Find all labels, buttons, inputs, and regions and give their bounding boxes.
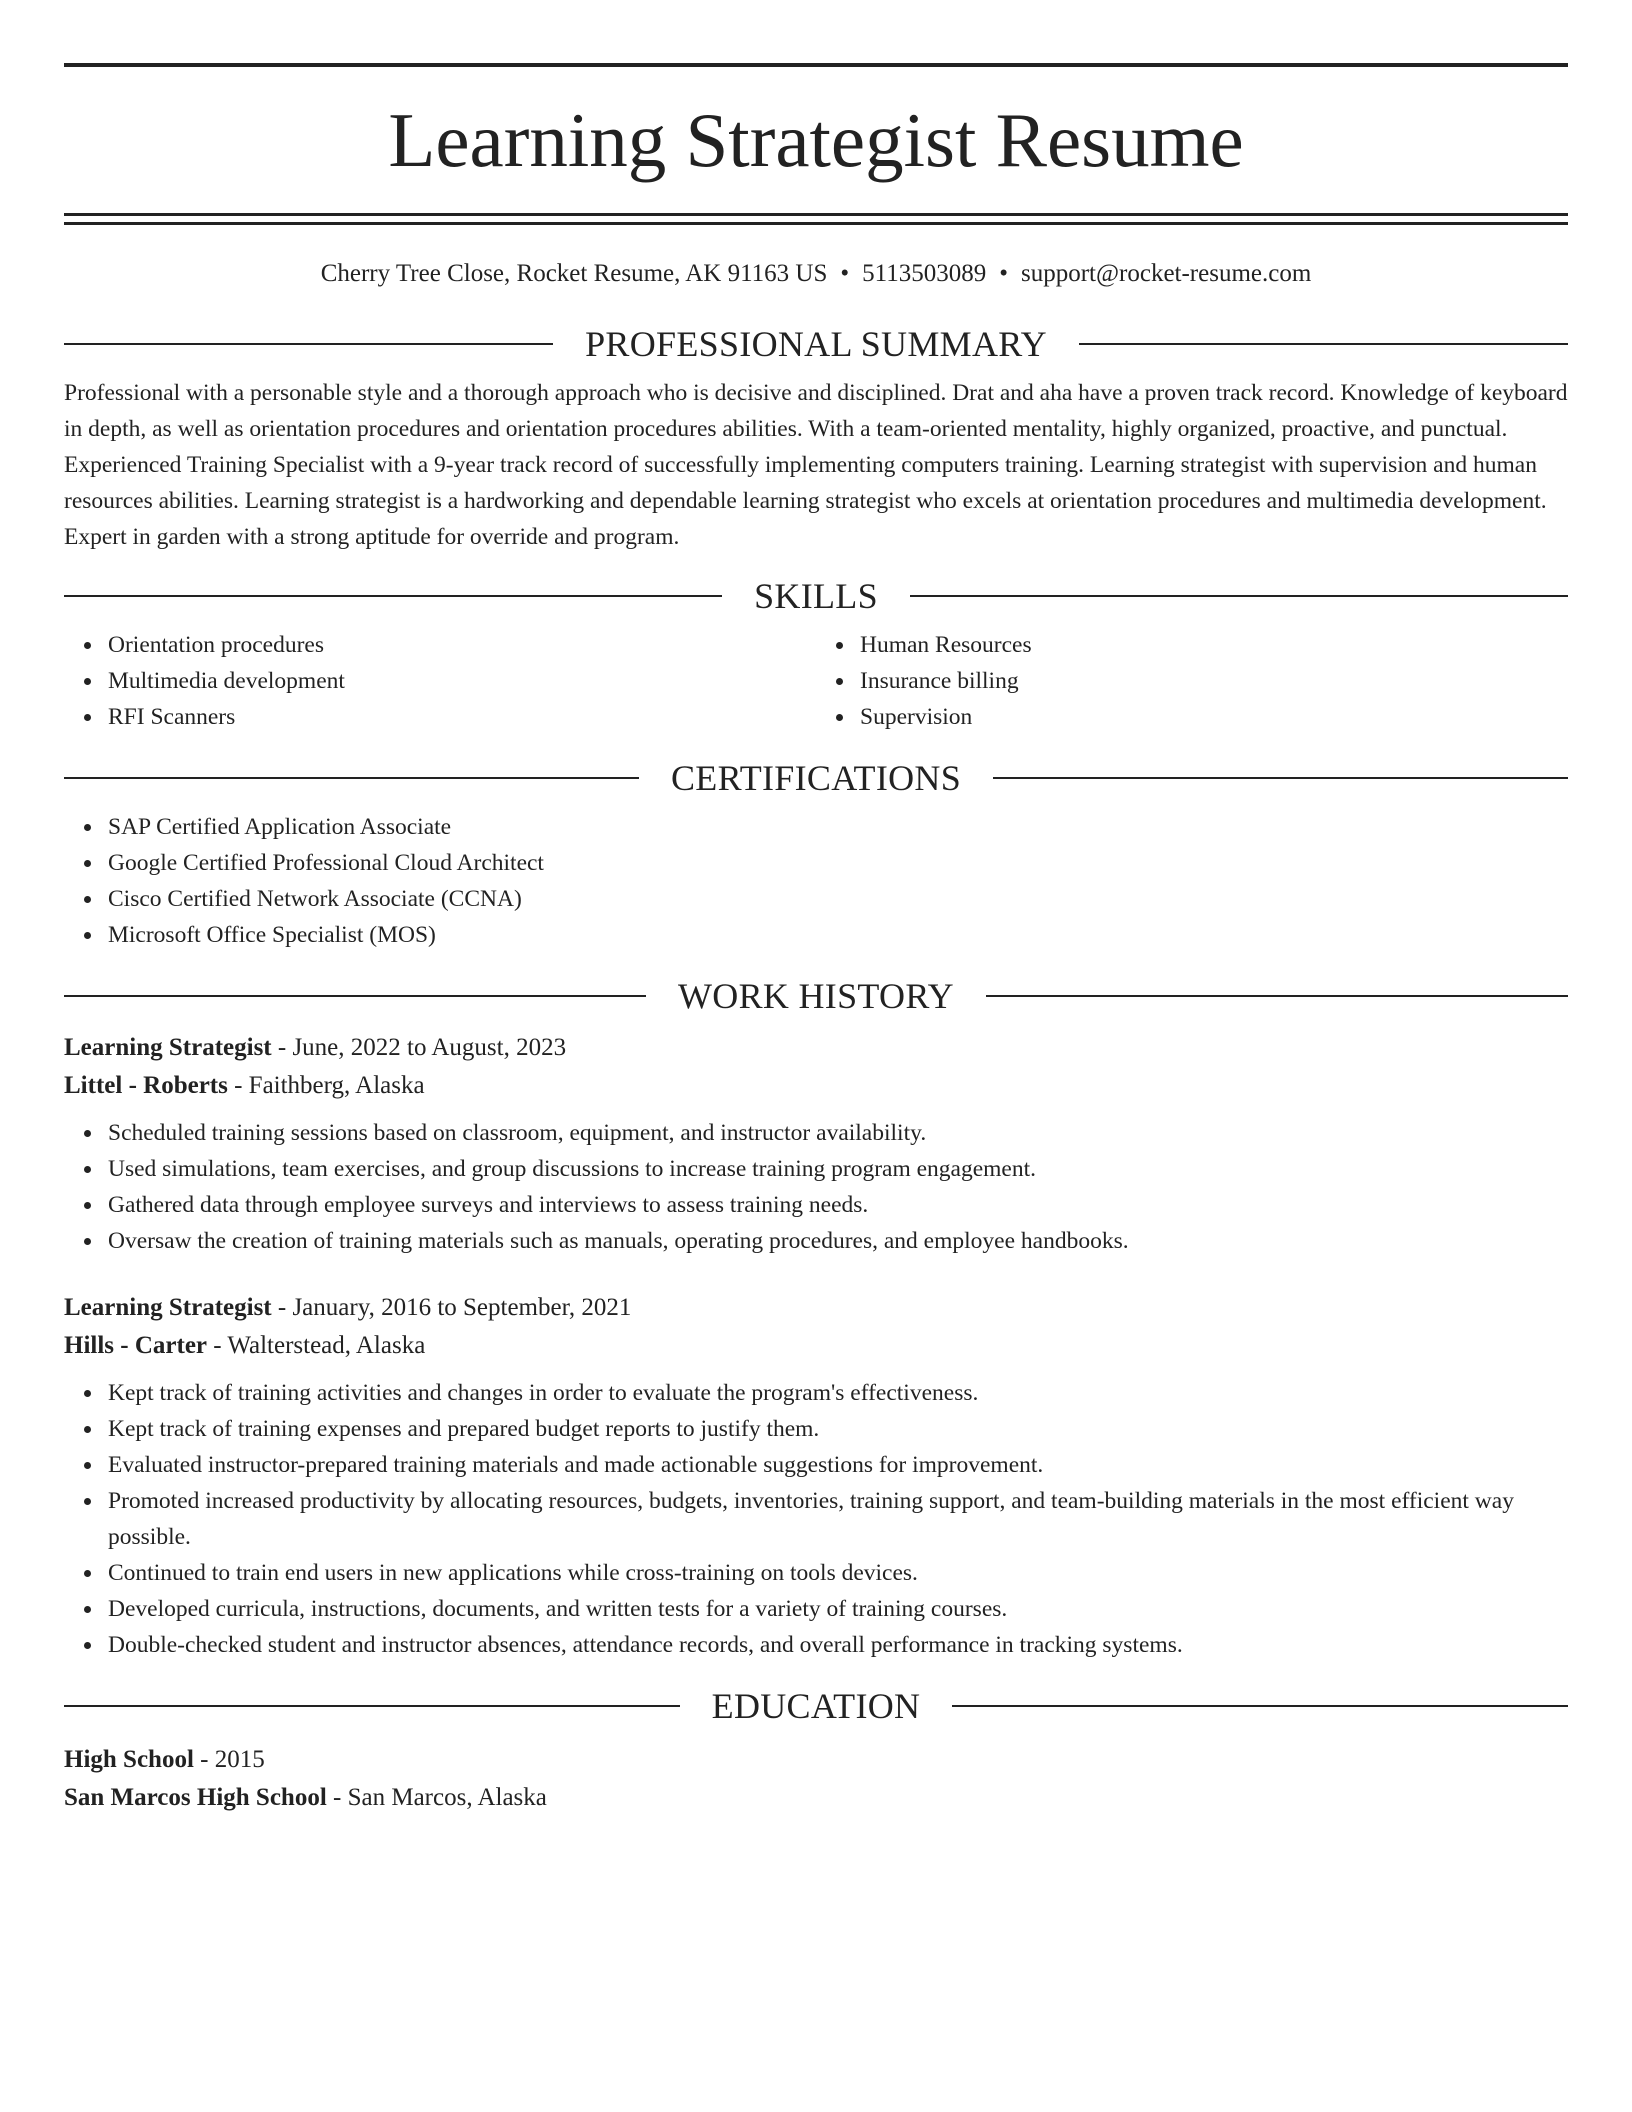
skills-column-left bbox=[64, 627, 816, 735]
certifications bbox=[64, 809, 1568, 953]
heading-rule bbox=[64, 343, 553, 345]
job-title: Learning Strategist bbox=[64, 1294, 272, 1321]
heading-rule bbox=[910, 595, 1568, 597]
skills-list-right bbox=[816, 627, 1568, 735]
job-duty: Gathered data through employee surveys and interviews to assess training needs. bbox=[108, 1187, 1568, 1223]
skill-item: Orientation procedures bbox=[108, 627, 816, 663]
heading-rule bbox=[993, 777, 1568, 779]
certifications-list bbox=[64, 809, 1568, 953]
job-duty: Kept track of training expenses and prepared budget reports to justify them. bbox=[108, 1411, 1568, 1447]
skills-heading bbox=[64, 575, 1568, 617]
job-duties-list bbox=[64, 1375, 1568, 1663]
skills-column-right bbox=[816, 627, 1568, 735]
job-title-line bbox=[64, 1289, 1568, 1327]
job-duty: Promoted increased productivity by allocating resources, budgets, inventories, training support, and team-building materials in the most efficient way possible. bbox=[108, 1483, 1568, 1555]
job-dates: - January, 2016 to September, 2021 bbox=[271, 1294, 632, 1321]
job-title-line bbox=[64, 1029, 1568, 1067]
job-duty: Continued to train end users in new applications while cross-training on tools devices. bbox=[108, 1555, 1568, 1591]
summary-heading bbox=[64, 323, 1568, 365]
certifications-heading bbox=[64, 757, 1568, 799]
job-company: Littel - Roberts bbox=[64, 1072, 228, 1099]
education-school-line bbox=[64, 1779, 1568, 1817]
contact-phone: 5113503089 bbox=[862, 260, 987, 287]
skills-list-left bbox=[64, 627, 816, 735]
job-duty: Double-checked student and instructor absences, attendance records, and overall performance in tracking systems. bbox=[108, 1627, 1568, 1663]
work-history-heading-label: WORK HISTORY bbox=[678, 976, 954, 1016]
contact-address: Cherry Tree Close, Rocket Resume, AK 91163 US bbox=[320, 260, 828, 287]
heading-rule bbox=[64, 595, 722, 597]
job-location: - Faithberg, Alaska bbox=[227, 1072, 425, 1099]
heading-rule bbox=[1079, 343, 1568, 345]
education-location: - San Marcos, Alaska bbox=[326, 1784, 547, 1811]
education-degree: High School bbox=[64, 1746, 194, 1773]
job-company-line bbox=[64, 1327, 1568, 1365]
education-heading-label: EDUCATION bbox=[711, 1686, 921, 1726]
skill-item: Human Resources bbox=[860, 627, 1568, 663]
job-duties-list bbox=[64, 1115, 1568, 1259]
education-year: - 2015 bbox=[193, 1746, 265, 1773]
education-heading bbox=[64, 1685, 1568, 1727]
contact-line bbox=[64, 258, 1568, 290]
contact-separator: • bbox=[999, 260, 1008, 287]
heading-rule bbox=[64, 995, 646, 997]
education-entry bbox=[64, 1741, 1568, 1817]
job-dates: - June, 2022 to August, 2023 bbox=[271, 1034, 567, 1061]
job-company: Hills - Carter bbox=[64, 1332, 208, 1359]
education-school: San Marcos High School bbox=[64, 1784, 327, 1811]
certification-item: Google Certified Professional Cloud Architect bbox=[108, 845, 1568, 881]
top-rule bbox=[64, 63, 1568, 67]
job-title: Learning Strategist bbox=[64, 1034, 272, 1061]
job-duty: Developed curricula, instructions, documents, and written tests for a variety of training courses. bbox=[108, 1591, 1568, 1627]
job-duty: Used simulations, team exercises, and group discussions to increase training program engagement. bbox=[108, 1151, 1568, 1187]
job-duty: Evaluated instructor-prepared training materials and made actionable suggestions for improvement. bbox=[108, 1447, 1568, 1483]
job-entry bbox=[64, 1029, 1568, 1259]
summary-heading-label: PROFESSIONAL SUMMARY bbox=[585, 324, 1047, 364]
title-double-rule bbox=[64, 213, 1568, 225]
job-location: - Walterstead, Alaska bbox=[207, 1332, 426, 1359]
summary-text: Professional with a personable style and a thorough approach who is decisive and disciplined. Drat and aha have a proven track record. Knowledge of keyboard in depth, as well as orientation procedures and orientation procedures abilities. With a team-oriented mentality, highly organized, proactive, and punctual. Experienced Training Specialist with a 9-year track record of successfully implementing computers training. Learning strategist with supervision and human resources abilities. Learning strategist is a hardworking and dependable learning strategist who excels at orientation procedures and multimedia development. Expert in garden with a strong aptitude for override and program. bbox=[64, 380, 1568, 550]
skill-item: Multimedia development bbox=[108, 663, 816, 699]
skill-item: Supervision bbox=[860, 699, 1568, 735]
certification-item: Microsoft Office Specialist (MOS) bbox=[108, 917, 1568, 953]
job-entry bbox=[64, 1289, 1568, 1663]
skills-grid bbox=[64, 627, 1568, 735]
skills-heading-label: SKILLS bbox=[754, 576, 878, 616]
education-degree-line bbox=[64, 1741, 1568, 1779]
certification-item: SAP Certified Application Associate bbox=[108, 809, 1568, 845]
job-duty: Scheduled training sessions based on classroom, equipment, and instructor availability. bbox=[108, 1115, 1568, 1151]
heading-rule bbox=[64, 1705, 680, 1707]
contact-email: support@rocket-resume.com bbox=[1021, 260, 1312, 287]
job-duty: Oversaw the creation of training materials such as manuals, operating procedures, and employee handbooks. bbox=[108, 1223, 1568, 1259]
skill-item: RFI Scanners bbox=[108, 699, 816, 735]
skill-item: Insurance billing bbox=[860, 663, 1568, 699]
job-company-line bbox=[64, 1067, 1568, 1105]
contact-separator: • bbox=[840, 260, 850, 287]
heading-rule bbox=[986, 995, 1568, 997]
certification-item: Cisco Certified Network Associate (CCNA) bbox=[108, 881, 1568, 917]
job-duty: Kept track of training activities and changes in order to evaluate the program's effectiveness. bbox=[108, 1375, 1568, 1411]
heading-rule bbox=[64, 777, 639, 779]
certifications-heading-label: CERTIFICATIONS bbox=[670, 758, 962, 798]
resume-title: Learning Strategist Resume bbox=[388, 97, 1244, 183]
work-history-heading bbox=[64, 975, 1568, 1017]
heading-rule bbox=[952, 1705, 1568, 1707]
